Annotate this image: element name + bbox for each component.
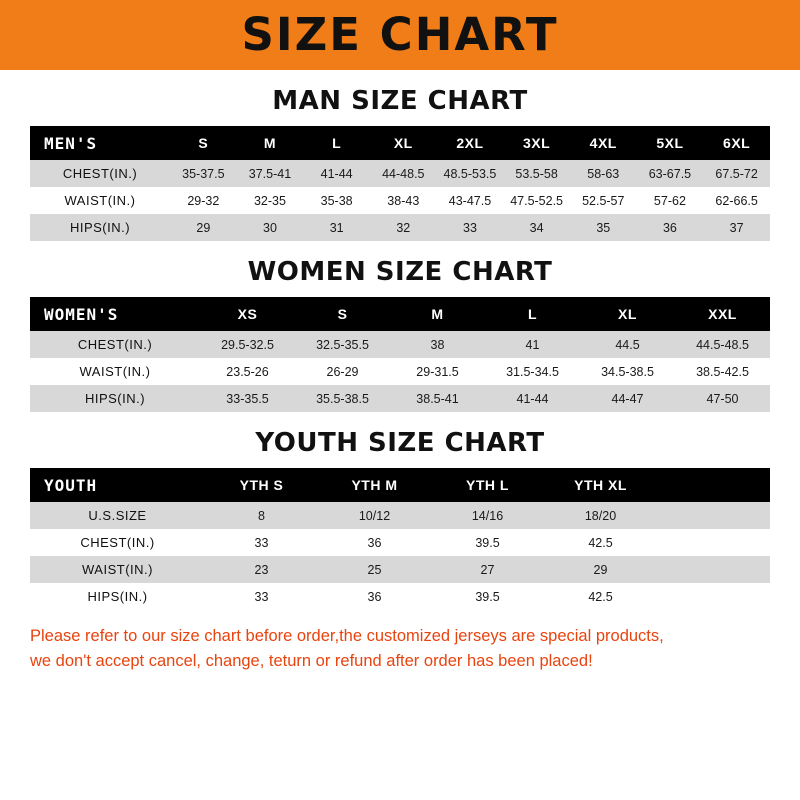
table-cell: 33 <box>437 214 504 241</box>
table-cell: 36 <box>318 529 431 556</box>
table-cell: 32-35 <box>237 187 304 214</box>
table-row <box>30 331 770 358</box>
table-cell: 44.5-48.5 <box>675 331 770 358</box>
column-header: 5XL <box>637 126 704 160</box>
table-cell: 37.5-41 <box>237 160 304 187</box>
table-cell: 42.5 <box>544 583 657 610</box>
table-cell: 33 <box>205 529 318 556</box>
table-cell: 32.5-35.5 <box>295 331 390 358</box>
row-label: HIPS(IN.) <box>30 583 205 610</box>
row-label: WAIST(IN.) <box>30 556 205 583</box>
table-row <box>30 556 770 583</box>
table-cell: 36 <box>318 583 431 610</box>
youth-size-table <box>30 468 770 610</box>
table-row <box>30 358 770 385</box>
table-cell: 31 <box>303 214 370 241</box>
row-label: HIPS(IN.) <box>30 214 170 241</box>
table-cell: 35.5-38.5 <box>295 385 390 412</box>
table-cell: 26-29 <box>295 358 390 385</box>
column-header: WOMEN'S <box>30 297 200 331</box>
column-header: XL <box>580 297 675 331</box>
column-header: YTH S <box>205 468 318 502</box>
table-cell: 30 <box>237 214 304 241</box>
table-cell: 39.5 <box>431 583 544 610</box>
row-label: HIPS(IN.) <box>30 385 200 412</box>
table-cell: 8 <box>205 502 318 529</box>
table-cell: 34 <box>503 214 570 241</box>
header-banner <box>0 0 800 70</box>
table-cell: 41-44 <box>303 160 370 187</box>
column-header: XXL <box>675 297 770 331</box>
column-header: YTH M <box>318 468 431 502</box>
table-cell: 47-50 <box>675 385 770 412</box>
table-header-row <box>30 468 770 502</box>
table-cell: 14/16 <box>431 502 544 529</box>
table-cell: 36 <box>637 214 704 241</box>
table-cell: 38.5-41 <box>390 385 485 412</box>
footnote-line-2: we don't accept cancel, change, teturn or refund after order has been placed! <box>30 651 593 670</box>
column-header: XL <box>370 126 437 160</box>
table-cell: 29 <box>170 214 237 241</box>
column-header: YTH L <box>431 468 544 502</box>
table-cell: 62-66.5 <box>703 187 770 214</box>
table-cell: 35 <box>570 214 637 241</box>
section-women <box>30 257 770 412</box>
table-cell: 52.5-57 <box>570 187 637 214</box>
table-cell: 53.5-58 <box>503 160 570 187</box>
column-header: MEN'S <box>30 126 170 160</box>
section-title-women: WOMEN SIZE CHART <box>247 257 553 287</box>
table-cell-empty <box>657 583 770 610</box>
table-row <box>30 502 770 529</box>
table-cell: 38.5-42.5 <box>675 358 770 385</box>
column-header: 6XL <box>703 126 770 160</box>
table-cell: 29 <box>544 556 657 583</box>
table-cell: 29-32 <box>170 187 237 214</box>
table-cell: 44.5 <box>580 331 675 358</box>
table-cell: 35-38 <box>303 187 370 214</box>
column-header: M <box>390 297 485 331</box>
table-header-row <box>30 297 770 331</box>
column-header: S <box>295 297 390 331</box>
table-cell: 57-62 <box>637 187 704 214</box>
column-header: 3XL <box>503 126 570 160</box>
table-cell: 27 <box>431 556 544 583</box>
column-header: S <box>170 126 237 160</box>
table-cell: 43-47.5 <box>437 187 504 214</box>
table-cell: 38-43 <box>370 187 437 214</box>
column-header: L <box>303 126 370 160</box>
table-cell: 29.5-32.5 <box>200 331 295 358</box>
table-cell: 38 <box>390 331 485 358</box>
column-header-empty <box>657 468 770 502</box>
man-size-table <box>30 126 770 241</box>
row-label: CHEST(IN.) <box>30 331 200 358</box>
table-cell: 37 <box>703 214 770 241</box>
women-size-table <box>30 297 770 412</box>
section-title-man: MAN SIZE CHART <box>272 86 528 116</box>
table-cell: 18/20 <box>544 502 657 529</box>
table-cell: 33-35.5 <box>200 385 295 412</box>
table-row <box>30 583 770 610</box>
table-cell: 44-47 <box>580 385 675 412</box>
table-row <box>30 385 770 412</box>
column-header: M <box>237 126 304 160</box>
table-cell: 32 <box>370 214 437 241</box>
table-cell-empty <box>657 529 770 556</box>
table-row <box>30 214 770 241</box>
table-cell: 25 <box>318 556 431 583</box>
table-cell-empty <box>657 556 770 583</box>
footnote-line-1: Please refer to our size chart before order,the customized jerseys are special products, <box>30 627 664 645</box>
column-header: L <box>485 297 580 331</box>
table-cell: 63-67.5 <box>637 160 704 187</box>
row-label: WAIST(IN.) <box>30 187 170 214</box>
table-cell: 39.5 <box>431 529 544 556</box>
section-title-youth: YOUTH SIZE CHART <box>255 428 545 458</box>
column-header: YTH XL <box>544 468 657 502</box>
table-cell: 23.5-26 <box>200 358 295 385</box>
footnote <box>30 624 770 674</box>
table-header-row <box>30 126 770 160</box>
row-label: CHEST(IN.) <box>30 160 170 187</box>
table-cell: 35-37.5 <box>170 160 237 187</box>
table-cell: 67.5-72 <box>703 160 770 187</box>
table-cell: 29-31.5 <box>390 358 485 385</box>
table-cell: 31.5-34.5 <box>485 358 580 385</box>
column-header: YOUTH <box>30 468 205 502</box>
column-header: 4XL <box>570 126 637 160</box>
column-header: 2XL <box>437 126 504 160</box>
section-man <box>30 86 770 241</box>
table-cell: 41 <box>485 331 580 358</box>
table-cell: 41-44 <box>485 385 580 412</box>
table-row <box>30 187 770 214</box>
row-label: U.S.SIZE <box>30 502 205 529</box>
table-cell: 10/12 <box>318 502 431 529</box>
table-cell: 34.5-38.5 <box>580 358 675 385</box>
table-cell: 42.5 <box>544 529 657 556</box>
table-row <box>30 529 770 556</box>
table-cell: 47.5-52.5 <box>503 187 570 214</box>
row-label: CHEST(IN.) <box>30 529 205 556</box>
page-title: SIZE CHART <box>241 8 559 61</box>
table-cell: 58-63 <box>570 160 637 187</box>
table-cell: 44-48.5 <box>370 160 437 187</box>
table-cell: 33 <box>205 583 318 610</box>
section-youth <box>30 428 770 610</box>
column-header: XS <box>200 297 295 331</box>
row-label: WAIST(IN.) <box>30 358 200 385</box>
table-cell: 23 <box>205 556 318 583</box>
table-cell: 48.5-53.5 <box>437 160 504 187</box>
table-cell-empty <box>657 502 770 529</box>
table-row <box>30 160 770 187</box>
